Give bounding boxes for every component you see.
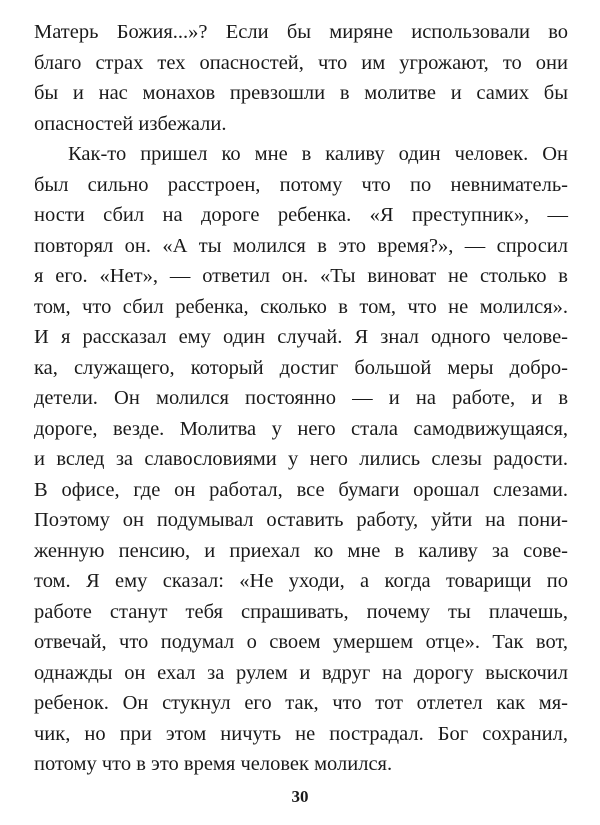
text-line: Матерь Божия...»? Если бы миряне использовали во: [34, 21, 568, 43]
text-line: и вслед за славословиями у него лились слезы радости.: [34, 448, 568, 470]
text-line: детели. Он молился постоянно — и на работе, и в: [34, 387, 568, 409]
text-line: отвечай, что подумал о своем умершем отце». Так вот,: [34, 631, 568, 653]
text-line: том. Я ему сказал: «Не уходи, а когда товарищи по: [34, 570, 568, 592]
text-line: был сильно расстроен, потому что по невниматель-: [34, 173, 568, 196]
text-line: ности сбил на дороге ребенка. «Я преступник», —: [34, 204, 568, 226]
text-line: ребенок. Он стукнул его так, что тот отлетел как мя-: [34, 692, 568, 714]
text-line: опасностей избежали.: [34, 112, 227, 135]
text-line: работе станут тебя спрашивать, почему ты плачешь,: [34, 600, 568, 623]
text-line: бы и нас монахов превзошли в молитве и самих бы: [34, 82, 568, 104]
text-line: женную пенсию, и приехал ко мне в каливу за сове-: [34, 539, 568, 562]
page-body: [34, 17, 568, 780]
text-line: том, что сбил ребенка, сколько в том, что не молился».: [34, 295, 568, 318]
text-line: Как-то пришел ко мне в каливу один человек. Он: [68, 143, 568, 165]
text-line: потому что в это время человек молился.: [34, 753, 393, 775]
text-line: дороге, везде. Молитва у него стала самодвижущаяся,: [34, 417, 568, 440]
text-line: И я рассказал ему один случай. Я знал одного челове-: [34, 326, 568, 348]
text-line: повторял он. «А ты молился в это время?», — спросил: [34, 234, 568, 257]
text-line: В офисе, где он работал, все бумаги орошал слезами.: [34, 478, 568, 501]
page-number: 30: [291, 787, 309, 806]
text-line: ка, служащего, который достиг большой меры добро-: [34, 356, 568, 379]
text-line: я его. «Нет», — ответил он. «Ты виноват не столько в: [34, 265, 568, 287]
text-line: однажды он ехал за рулем и вдруг на дорогу выскочил: [34, 661, 568, 684]
text-line: благо страх тех опасностей, что им угрожают, то они: [34, 51, 568, 74]
text-line: чик, но при этом ничуть не пострадал. Бог сохранил,: [34, 722, 568, 745]
text-line: Поэтому он подумывал оставить работу, уйти на пони-: [34, 509, 568, 531]
